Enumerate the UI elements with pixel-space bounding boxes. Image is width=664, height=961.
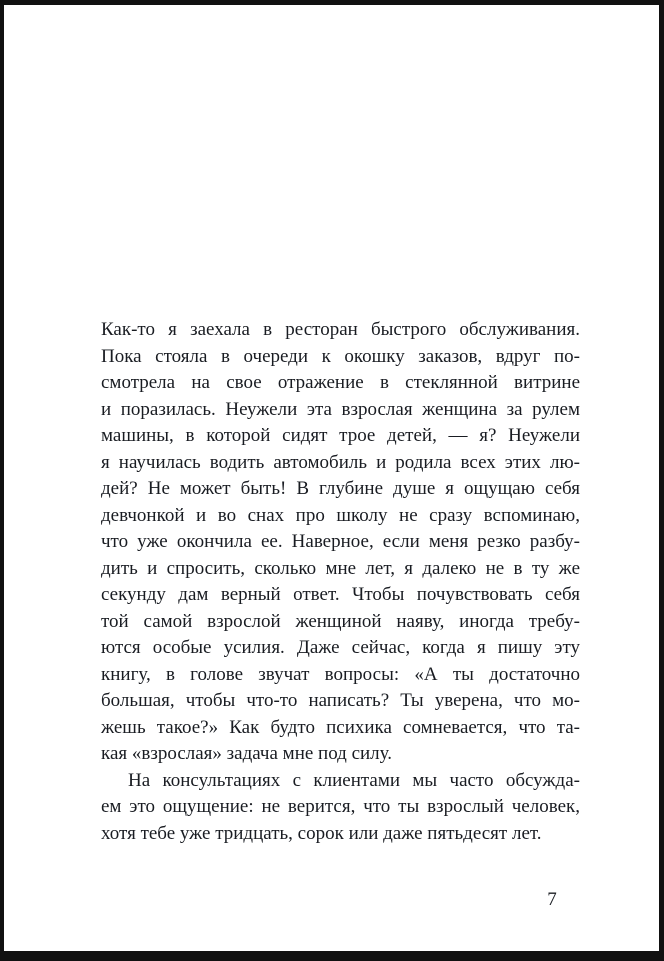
- text-line: ются особые усилия. Даже сейчас, когда я пишу эту: [101, 637, 580, 658]
- paragraph: [101, 768, 580, 848]
- text-line: машины, в которой сидят трое детей, — я? Неужели: [101, 425, 580, 446]
- text-line: я научилась водить автомобиль и родила всех этих лю-: [101, 451, 580, 473]
- text-line: и поразилась. Неужели эта взрослая женщина за рулем: [101, 398, 580, 420]
- page-number: 7: [547, 889, 557, 910]
- text-line: дить и спросить, сколько мне лет, я далеко не в ту же: [101, 557, 580, 579]
- text-line: ем это ощущение: не верится, что ты взрослый человек,: [101, 796, 580, 817]
- text-line: кая «взрослая» задача мне под силу.: [101, 743, 393, 764]
- body-text: [101, 317, 580, 847]
- text-line: дей? Не может быть! В глубине душе я ощущаю себя: [101, 478, 580, 499]
- text-line: что уже окончила ее. Наверное, если меня резко разбу-: [101, 531, 580, 552]
- text-line: смотрела на свое отражение в стеклянной витрине: [101, 372, 580, 393]
- text-line: большая, чтобы что-то написать? Ты уверена, что мо-: [101, 690, 580, 711]
- paragraph: [101, 317, 580, 768]
- book-page: [4, 5, 659, 951]
- text-line: секунду дам верный ответ. Чтобы почувствовать себя: [101, 584, 580, 605]
- text-line: На консультациях с клиентами мы часто обсужда-: [128, 769, 580, 791]
- text-line: жешь такое?» Как будто психика сомневается, что та-: [101, 716, 580, 738]
- text-line: хотя тебе уже тридцать, сорок или даже пятьдесят лет.: [101, 822, 542, 844]
- text-line: Пока стояла в очереди к окошку заказов, вдруг по-: [101, 345, 580, 367]
- text-line: той самой взрослой женщиной наяву, иногда требу-: [101, 610, 580, 632]
- text-line: Как-то я заехала в ресторан быстрого обслуживания.: [101, 319, 580, 340]
- text-line: книгу, в голове звучат вопросы: «А ты достаточно: [101, 663, 580, 685]
- text-line: девчонкой и во снах про школу не сразу вспоминаю,: [101, 504, 580, 526]
